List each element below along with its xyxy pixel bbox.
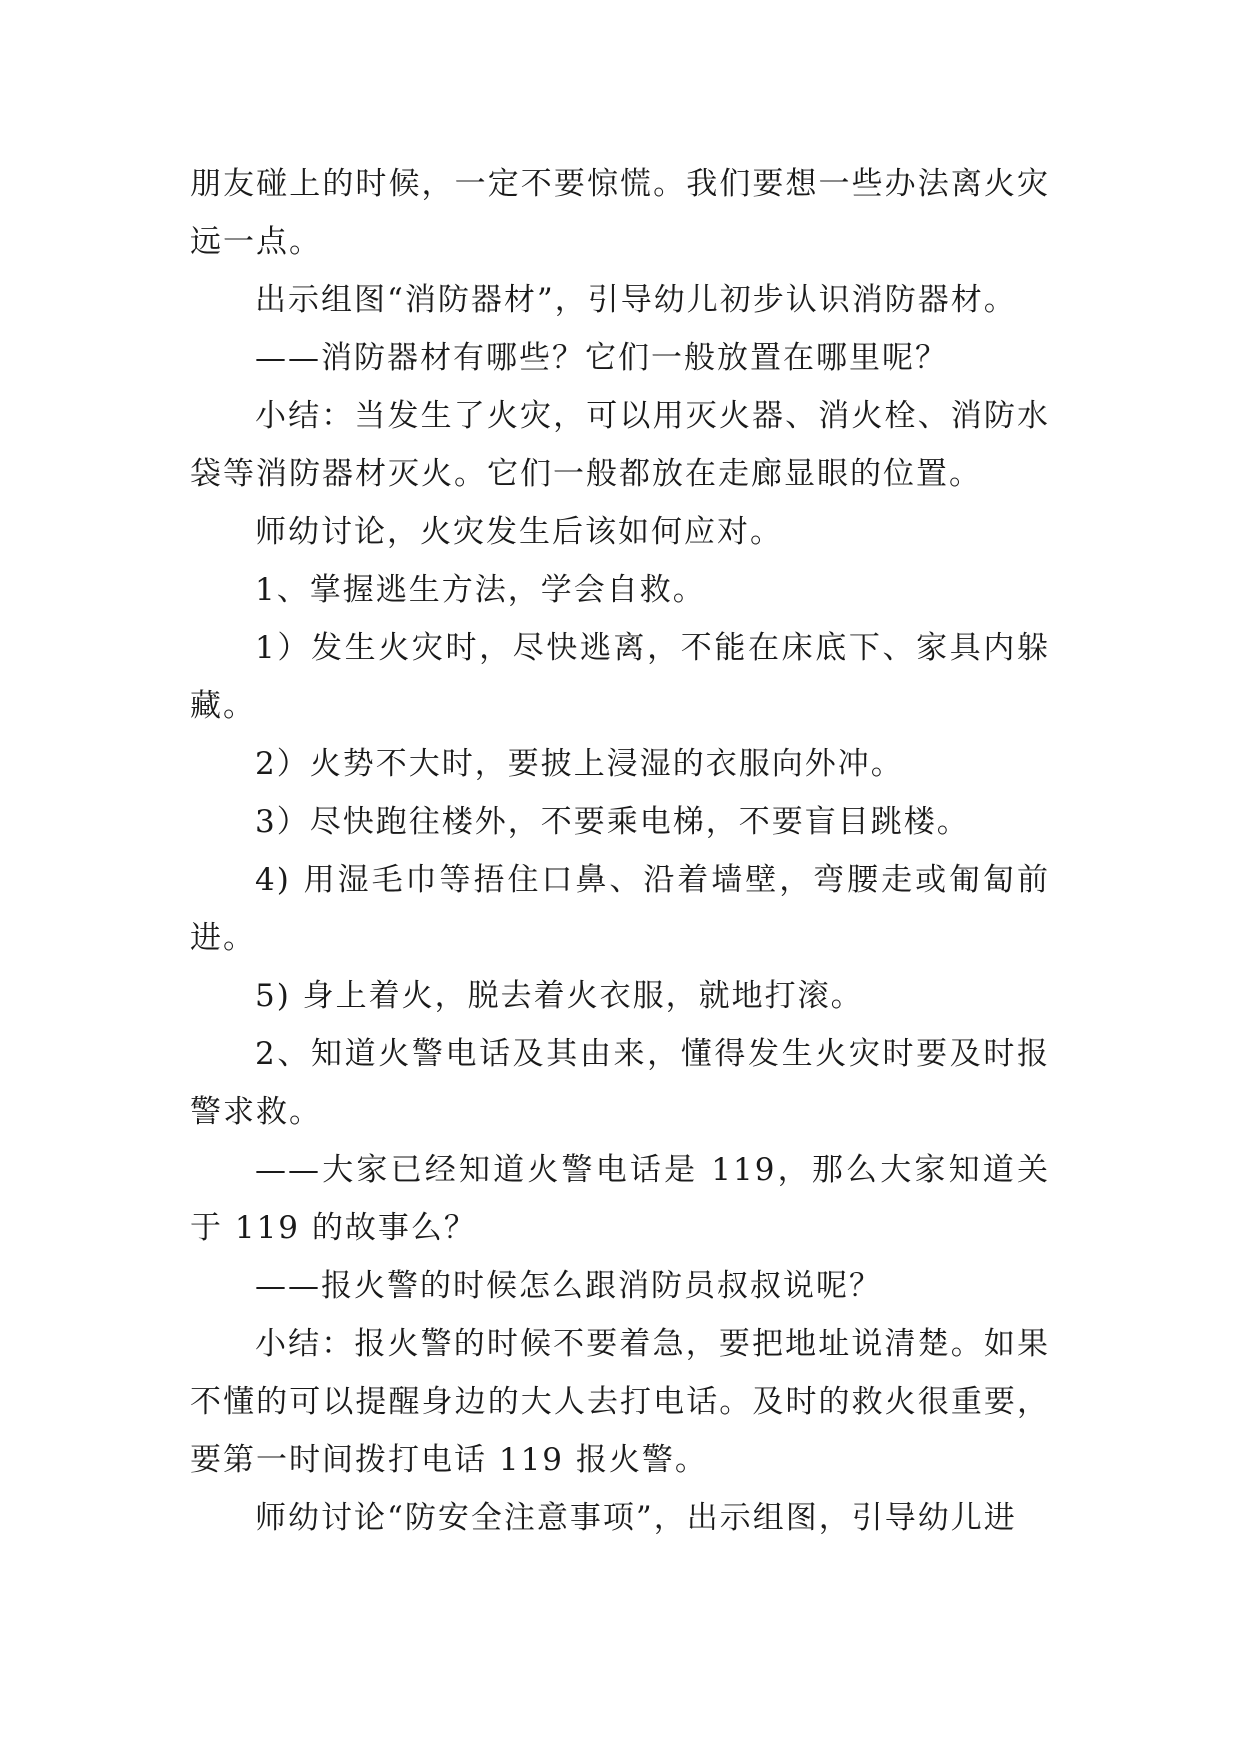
paragraph: 出示组图“消防器材”，引导幼儿初步认识消防器材。 [255,282,1017,318]
paragraph: 1、掌握逃生方法，学会自救。 [255,572,706,608]
paragraph: ——大家已经知道火警电话是 119，那么大家知道关于 119 的故事么？ [190,1152,1050,1246]
paragraph: 2）火势不大时，要披上浸湿的衣服向外冲。 [255,746,904,782]
paragraph: ——消防器材有哪些？它们一般放置在哪里呢？ [255,340,948,376]
paragraph: 小结：当发生了火灾，可以用灭火器、消火栓、消防水袋等消防器材灭火。它们一般都放在走廊显眼的位置。 [190,398,1050,492]
paragraph: 1）发生火灾时，尽快逃离，不能在床底下、家具内躲藏。 [190,630,1050,724]
paragraph: 师幼讨论，火灾发生后该如何应对。 [255,514,783,550]
paragraph: 5) 身上着火，脱去着火衣服，就地打滚。 [255,978,864,1014]
document-body [190,155,1050,1547]
paragraph: 朋友碰上的时候，一定不要惊慌。我们要想一些办法离火灾远一点。 [190,166,1050,260]
paragraph: 师幼讨论“防安全注意事项”，出示组图，引导幼儿进 [255,1500,1017,1536]
paragraph: 3）尽快跑往楼外，不要乘电梯，不要盲目跳楼。 [255,804,970,840]
paragraph: ——报火警的时候怎么跟消防员叔叔说呢？ [255,1268,882,1304]
paragraph: 4) 用湿毛巾等捂住口鼻、沿着墙壁，弯腰走或匍匐前进。 [190,862,1050,956]
paragraph: 小结：报火警的时候不要着急，要把地址说清楚。如果不懂的可以提醒身边的大人去打电话。及时的救火很重要，要第一时间拨打电话 119 报火警。 [190,1326,1050,1478]
paragraph: 2、知道火警电话及其由来，懂得发生火灾时要及时报警求救。 [190,1036,1050,1130]
